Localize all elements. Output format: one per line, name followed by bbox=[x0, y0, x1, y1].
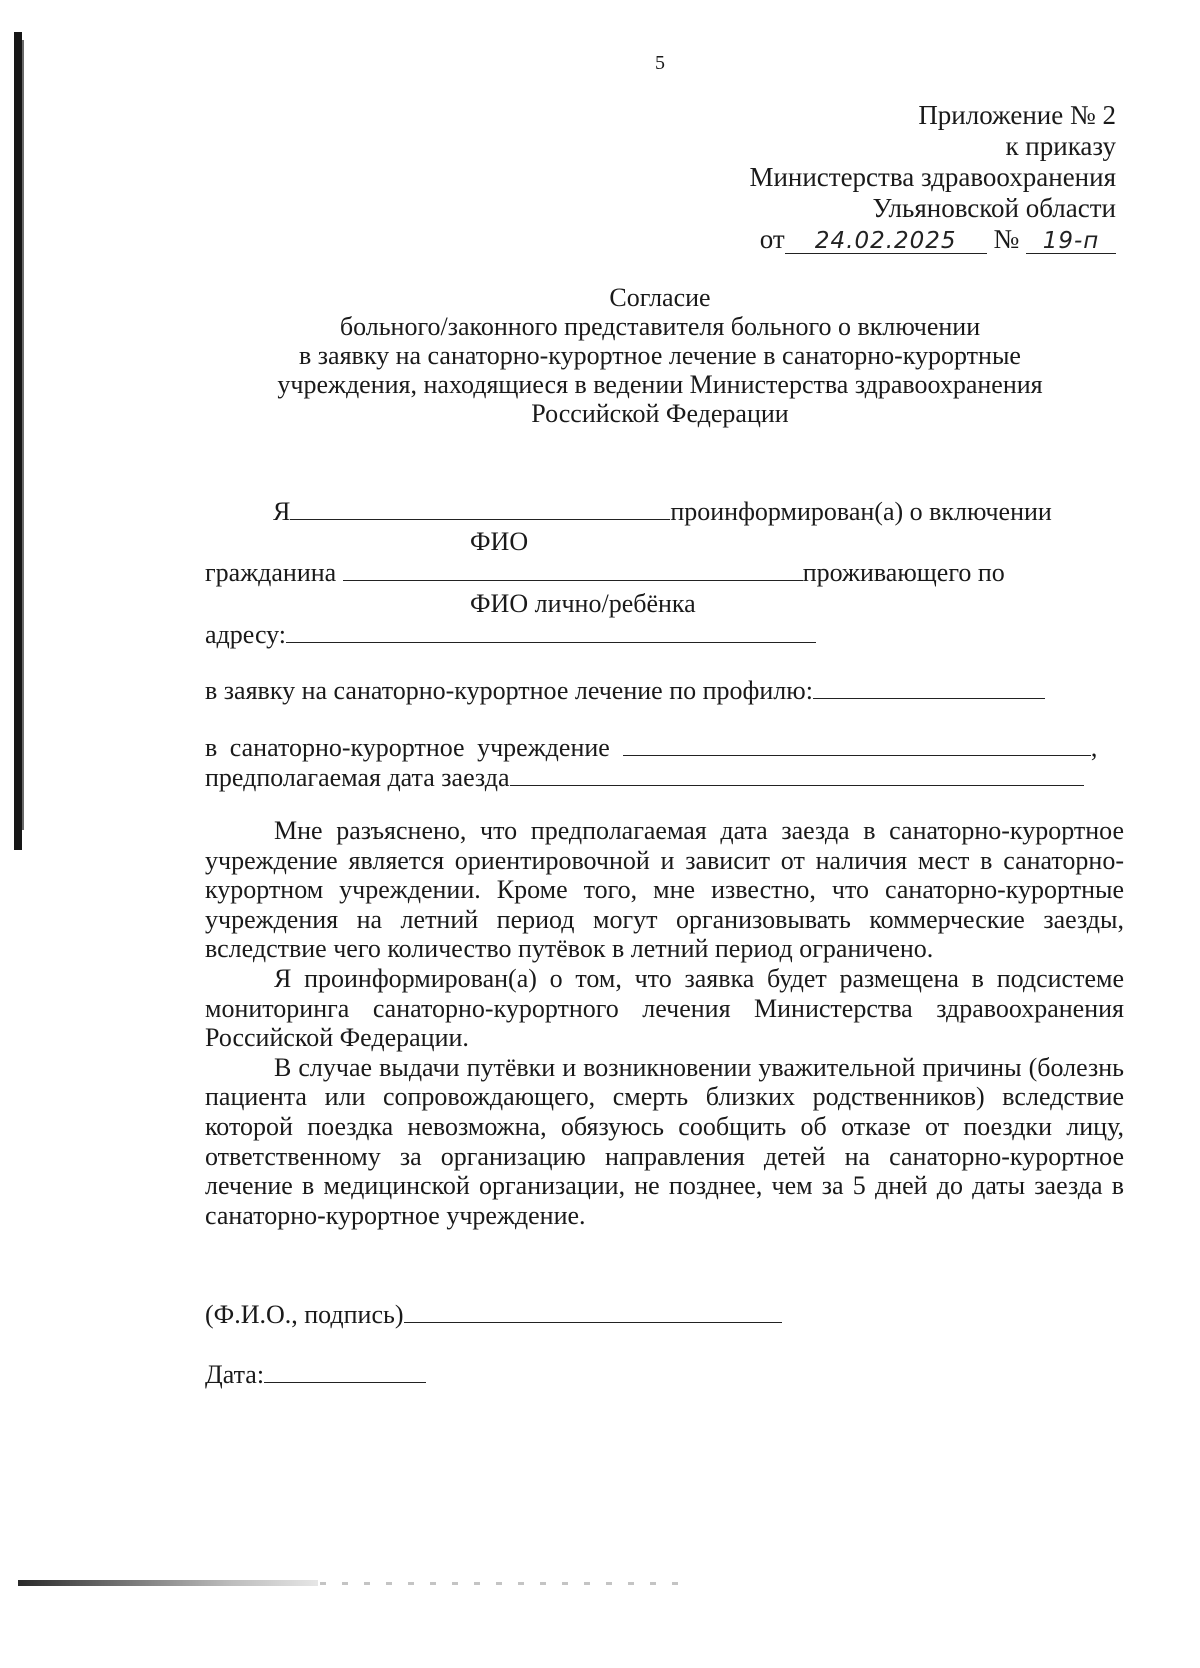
date-blank[interactable] bbox=[264, 1362, 426, 1383]
form-label-citizen: гражданина bbox=[205, 558, 337, 587]
profile-blank[interactable] bbox=[813, 678, 1045, 699]
body-text bbox=[205, 816, 1124, 1230]
title-line-4: учреждения, находящиеся в ведении Министерства здравоохранения bbox=[277, 370, 1043, 399]
form-label-profile: в заявку на санаторно-курортное лечение по профилю: bbox=[205, 676, 813, 705]
annex-line-1: Приложение № 2 bbox=[918, 100, 1116, 130]
form-row-informed bbox=[273, 497, 1052, 527]
caption-fio: ФИО bbox=[470, 527, 529, 556]
form-row-arrival-date bbox=[205, 763, 1084, 793]
form-label-institution: в санаторно-курортное учреждение bbox=[205, 733, 610, 762]
form-row-profile bbox=[205, 676, 1045, 706]
fio-blank[interactable] bbox=[290, 499, 670, 520]
document-title bbox=[200, 283, 1120, 428]
form-label-address: адресу: bbox=[205, 620, 287, 649]
form-row-citizen bbox=[205, 558, 1005, 588]
signature-blank[interactable] bbox=[404, 1302, 782, 1323]
scan-bottom-artifact bbox=[18, 1580, 318, 1586]
annex-line-2: к приказу bbox=[1005, 131, 1116, 161]
citizen-fio-blank[interactable] bbox=[343, 560, 803, 581]
title-line-1: Согласие bbox=[609, 283, 711, 312]
annex-date-prefix: от bbox=[759, 224, 785, 254]
form-label-informed: проинформирован(а) о включении bbox=[670, 497, 1052, 526]
annex-number-prefix: № bbox=[993, 224, 1020, 254]
date-label: Дата: bbox=[205, 1360, 265, 1389]
annex-date-line bbox=[636, 224, 1116, 255]
scan-bottom-dots bbox=[320, 1582, 680, 1585]
title-line-5: Российской Федерации bbox=[531, 399, 789, 428]
annex-date-handwritten: 24.02.2025 bbox=[785, 229, 987, 254]
form-label-ya: Я bbox=[273, 497, 291, 526]
date-row bbox=[205, 1360, 426, 1390]
page-number: 5 bbox=[655, 52, 665, 74]
form-row-institution bbox=[205, 733, 1097, 763]
address-blank[interactable] bbox=[286, 622, 816, 643]
form-row-address bbox=[205, 620, 816, 650]
scan-edge-shadow bbox=[14, 32, 22, 850]
signature-label: (Ф.И.О., подпись) bbox=[205, 1300, 404, 1329]
caption-fio-child: ФИО лично/ребёнка bbox=[470, 589, 696, 618]
signature-row bbox=[205, 1300, 782, 1330]
annex-header bbox=[636, 100, 1116, 255]
title-line-2: больного/законного представителя больного о включении bbox=[339, 312, 981, 341]
arrival-date-blank[interactable] bbox=[510, 765, 1084, 786]
form-label-comma: , bbox=[1090, 733, 1098, 762]
title-line-3: в заявку на санаторно-курортное лечение в санаторно-курортные bbox=[299, 341, 1021, 370]
scan-edge-line bbox=[22, 40, 24, 830]
annex-line-4: Ульяновской области bbox=[872, 193, 1116, 223]
institution-blank[interactable] bbox=[623, 735, 1091, 756]
form-label-arrival-date: предполагаемая дата заезда bbox=[205, 763, 510, 792]
annex-line-3: Министерства здравоохранения bbox=[749, 162, 1116, 192]
body-paragraph-3: В случае выдачи путёвки и возникновении уважительной причины (болезнь пациента или сопровождающего, смерть близких родственников) вследствие которой поездка невозможна, обязуюсь сообщить об отказе от поездки лицу, ответственному за организацию направления детей на санаторно-курортное лечение в медицинской организации, не позднее, чем за 5 дней до даты заезда в санаторно-курортное учреждение. bbox=[205, 1052, 1124, 1230]
form-label-residing: проживающего по bbox=[802, 558, 1005, 587]
body-paragraph-2: Я проинформирован(а) о том, что заявка будет размещена в подсистеме мониторинга санаторно-курортного лечения Министерства здравоохранения Российской Федерации. bbox=[205, 963, 1124, 1053]
annex-number-handwritten: 19-п bbox=[1026, 229, 1116, 254]
body-paragraph-1: Мне разъяснено, что предполагаемая дата заезда в санаторно-курортное учреждение является ориентировочной и зависит от наличия мест в санаторно-курортном учреждении. Кроме того, мне известно, что санаторно-курортные учреждения на летний период могут организовывать коммерческие заезды, вследствие чего количество путёвок в летний период ограничено. bbox=[205, 816, 1124, 964]
